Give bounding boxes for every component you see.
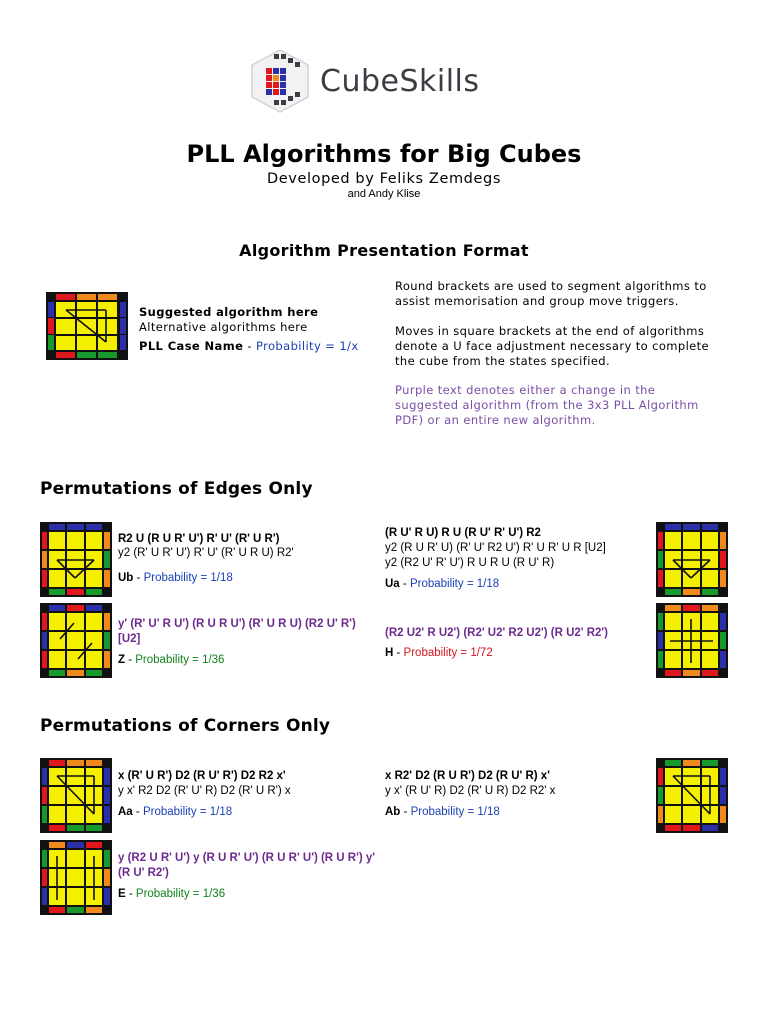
h-case-diagram [656, 603, 728, 678]
e-case: E - Probability = 1/36 [118, 888, 226, 900]
format-note-purple: Purple text denotes either a change in the suggested algorithm (from the 3x3 PLL Algorithm PDF) or an entire new algorithm. [395, 383, 699, 427]
ub-case-diagram [40, 522, 112, 597]
z-algorithm: y' (R' U' R U') (R U R U') (R' U R U) (R2 U' R') [U2] [118, 618, 356, 645]
format-dash: - [243, 339, 256, 353]
ab-alternative: y x' (R U' R) D2 (R' U R) D2 R2' x [385, 785, 556, 797]
format-probability: Probability = 1/x [255, 339, 359, 353]
ub-case: Ub - Probability = 1/18 [118, 572, 233, 584]
cubeskills-logo-icon [248, 48, 312, 114]
ab-case-diagram [656, 758, 728, 833]
ub-alternative: y2 (R' U R' U') R' U' (R' U R U) R2' [118, 547, 294, 559]
cubeskills-logo [248, 48, 528, 114]
ua-case-diagram [656, 522, 728, 597]
ua-algorithm: (R U' R U) R U (R U' R' U') R2 [385, 527, 541, 539]
ab-algorithm: x R2' D2 (R U R') D2 (R U' R) x' [385, 770, 550, 782]
format-case-name: PLL Case Name [139, 339, 244, 353]
aa-algorithm: x (R' U R') D2 (R U' R') D2 R2 x' [118, 770, 286, 782]
format-suggested: Suggested algorithm here [139, 305, 319, 319]
corners-heading: Permutations of Corners Only [40, 716, 331, 736]
z-case-diagram [40, 603, 112, 678]
z-case: Z - Probability = 1/36 [118, 654, 225, 666]
ub-algorithm: R2 U (R U R' U') R' U' (R' U R') [118, 533, 280, 545]
h-case: H - Probability = 1/72 [385, 647, 493, 659]
e-algorithm: y (R2 U R' U') y (R U R' U') (R U R' U') (R U R') y' (R U' R2') [118, 852, 375, 879]
format-case-line [139, 339, 359, 354]
ua-alternative-1: y2 (R U R' U) (R' U' R2 U') R' U R' U R [U2] [385, 542, 606, 554]
ua-case: Ua - Probability = 1/18 [385, 578, 500, 590]
aa-case-diagram [40, 758, 112, 833]
edges-heading: Permutations of Edges Only [40, 479, 313, 499]
page-subtitle: Developed by Feliks Zemdegs [267, 171, 501, 187]
format-note-brackets: Round brackets are used to segment algorithms to assist memorisation and group move triggers. [395, 279, 707, 308]
example-case-diagram [46, 292, 128, 360]
page-title: PLL Algorithms for Big Cubes [186, 140, 582, 168]
h-algorithm: (R2 U2' R U2') (R2' U2' R2 U2') (R U2' R2') [385, 627, 608, 639]
format-heading: Algorithm Presentation Format [239, 241, 529, 260]
format-alternative: Alternative algorithms here [139, 320, 308, 334]
aa-case: Aa - Probability = 1/18 [118, 806, 233, 818]
ab-case: Ab - Probability = 1/18 [385, 806, 500, 818]
ua-alternative-2: y2 (R2 U' R' U') R U R U (R U' R) [385, 557, 555, 569]
logo-text: CubeSkills [320, 64, 480, 99]
format-note-square: Moves in square brackets at the end of algorithms denote a U face adjustment necessary to complete the cube from the states specified. [395, 324, 710, 368]
e-case-diagram [40, 840, 112, 915]
aa-alternative: y x' R2 D2 (R' U' R) D2 (R' U R') x [118, 785, 291, 797]
page-subtitle-2: and Andy Klise [347, 188, 421, 200]
